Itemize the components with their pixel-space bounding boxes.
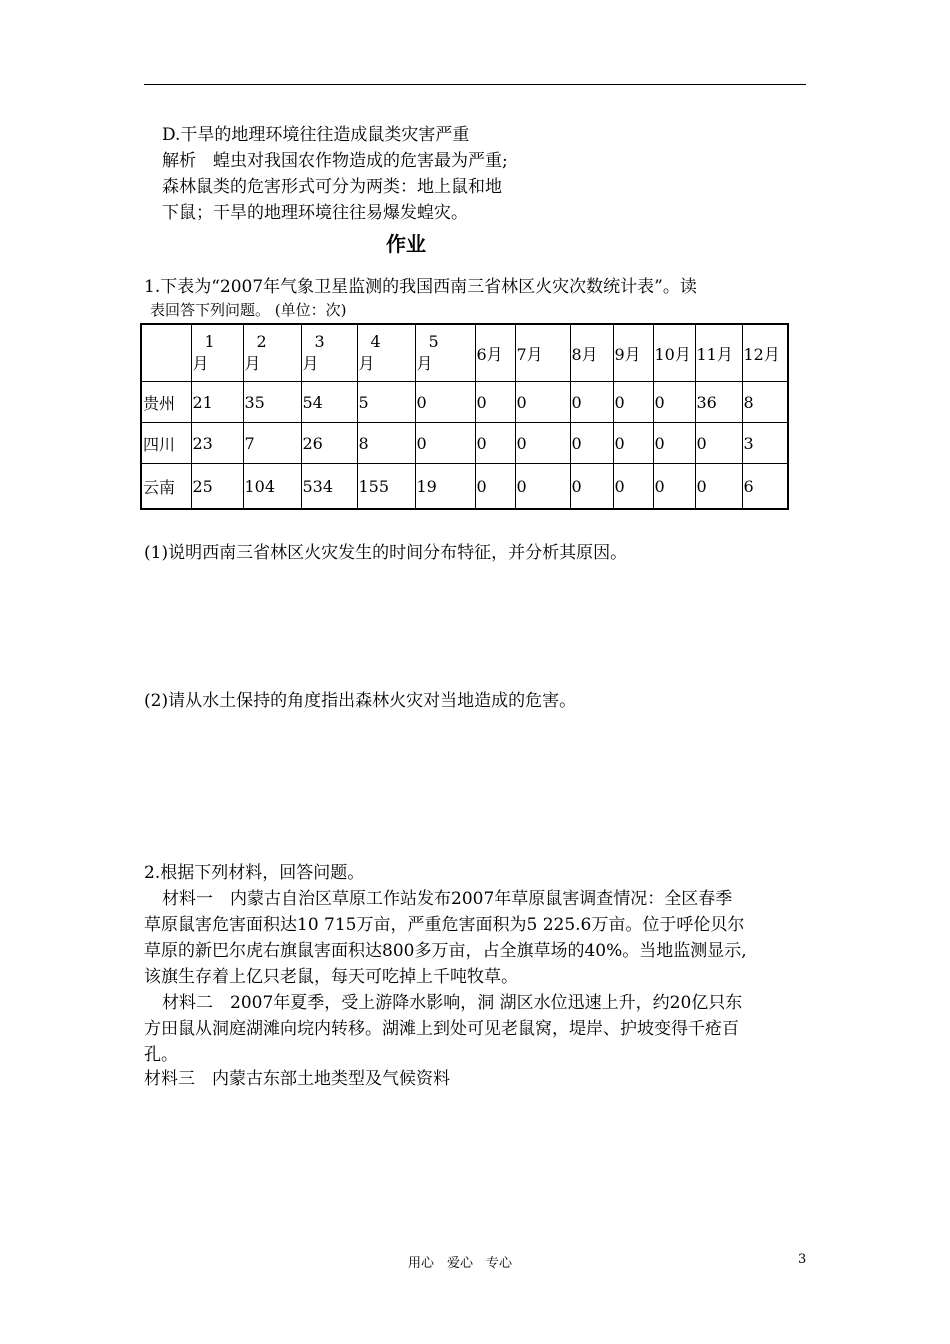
material2-line-2: 方田鼠从洞庭湖滩向垸内转移。湖滩上到处可见老鼠窝，堤岸、护坡变得千疮百	[144, 1019, 739, 1039]
month-header: 1 月	[191, 324, 243, 382]
value-cell: 35	[243, 382, 301, 423]
value-cell: 0	[415, 382, 475, 423]
q1-sub2: (2)请从水土保持的角度指出森林火灾对当地造成的危害。	[144, 691, 577, 711]
month-header: 12月	[742, 324, 788, 382]
month-header: 2 月	[243, 324, 301, 382]
header-rule	[144, 84, 806, 85]
fire-stats-table	[140, 323, 789, 510]
corner-cell	[141, 324, 191, 382]
value-cell: 0	[613, 382, 653, 423]
value-cell: 0	[653, 382, 695, 423]
table-row	[141, 382, 788, 423]
material3: 材料三 内蒙古东部土地类型及气候资料	[144, 1069, 450, 1089]
material1-line-4: 该旗生存着上亿只老鼠，每天可吃掉上千吨牧草。	[144, 967, 518, 987]
material2-line-3: 孔。	[144, 1045, 178, 1065]
value-cell: 0	[475, 382, 515, 423]
value-cell: 0	[695, 464, 742, 510]
value-cell: 0	[415, 423, 475, 464]
material1-line-3: 草原的新巴尔虎右旗鼠害面积达800多万亩，占全旗草场的40%。当地监测显示,	[144, 941, 747, 961]
footer-motto: 用心 爱心 专心	[408, 1256, 513, 1271]
value-cell: 0	[695, 423, 742, 464]
province-cell: 云南	[141, 464, 191, 510]
material2-line-1: 材料二 2007年夏季，受上游降水影响，洞 湖区水位迅速上升，约20亿只东	[162, 993, 743, 1013]
value-cell: 0	[653, 423, 695, 464]
month-header: 11月	[695, 324, 742, 382]
value-cell: 0	[475, 423, 515, 464]
table-header-row	[141, 324, 788, 382]
q1-intro-line-2: 表回答下列问题。 (单位：次)	[150, 301, 347, 319]
value-cell: 104	[243, 464, 301, 510]
value-cell: 8	[357, 423, 415, 464]
month-header: 4 月	[357, 324, 415, 382]
value-cell: 3	[742, 423, 788, 464]
section-title: 作业	[386, 232, 426, 256]
value-cell: 23	[191, 423, 243, 464]
value-cell: 8	[742, 382, 788, 423]
q2-intro: 2.根据下列材料，回答问题。	[144, 863, 365, 883]
month-header: 7月	[515, 324, 570, 382]
page-number: 3	[798, 1252, 807, 1267]
value-cell: 25	[191, 464, 243, 510]
month-header: 10月	[653, 324, 695, 382]
value-cell: 0	[515, 423, 570, 464]
month-header: 9月	[613, 324, 653, 382]
q1-intro-line-1: 1.下表为“2007年气象卫星监测的我国西南三省林区火灾次数统计表”。读	[144, 277, 697, 297]
value-cell: 7	[243, 423, 301, 464]
value-cell: 0	[475, 464, 515, 510]
value-cell: 5	[357, 382, 415, 423]
table-row	[141, 423, 788, 464]
value-cell: 0	[570, 423, 613, 464]
analysis-line-1: 解析 蝗虫对我国农作物造成的危害最为严重;	[162, 151, 508, 171]
value-cell: 0	[570, 464, 613, 510]
value-cell: 19	[415, 464, 475, 510]
value-cell: 36	[695, 382, 742, 423]
value-cell: 0	[515, 464, 570, 510]
q1-sub1: (1)说明西南三省林区火灾发生的时间分布特征，并分析其原因。	[144, 543, 628, 563]
value-cell: 0	[515, 382, 570, 423]
month-header: 6月	[475, 324, 515, 382]
value-cell: 54	[301, 382, 357, 423]
value-cell: 0	[613, 464, 653, 510]
value-cell: 0	[653, 464, 695, 510]
month-header: 3 月	[301, 324, 357, 382]
option-d: D.干旱的地理环境往往造成鼠类灾害严重	[162, 125, 470, 145]
province-cell: 贵州	[141, 382, 191, 423]
value-cell: 155	[357, 464, 415, 510]
analysis-line-2: 森林鼠类的危害形式可分为两类：地上鼠和地	[162, 177, 502, 197]
month-header: 8月	[570, 324, 613, 382]
month-header: 5 月	[415, 324, 475, 382]
material1-line-1: 材料一 内蒙古自治区草原工作站发布2007年草原鼠害调查情况：全区春季	[162, 889, 733, 909]
analysis-line-3: 下鼠；干旱的地理环境往往易爆发蝗灾。	[162, 203, 468, 223]
value-cell: 534	[301, 464, 357, 510]
value-cell: 21	[191, 382, 243, 423]
value-cell: 0	[613, 423, 653, 464]
value-cell: 0	[570, 382, 613, 423]
value-cell: 26	[301, 423, 357, 464]
province-cell: 四川	[141, 423, 191, 464]
material1-line-2: 草原鼠害危害面积达10 715万亩，严重危害面积为5 225.6万亩。位于呼伦贝尔	[144, 915, 745, 935]
table-row	[141, 464, 788, 510]
value-cell: 6	[742, 464, 788, 510]
